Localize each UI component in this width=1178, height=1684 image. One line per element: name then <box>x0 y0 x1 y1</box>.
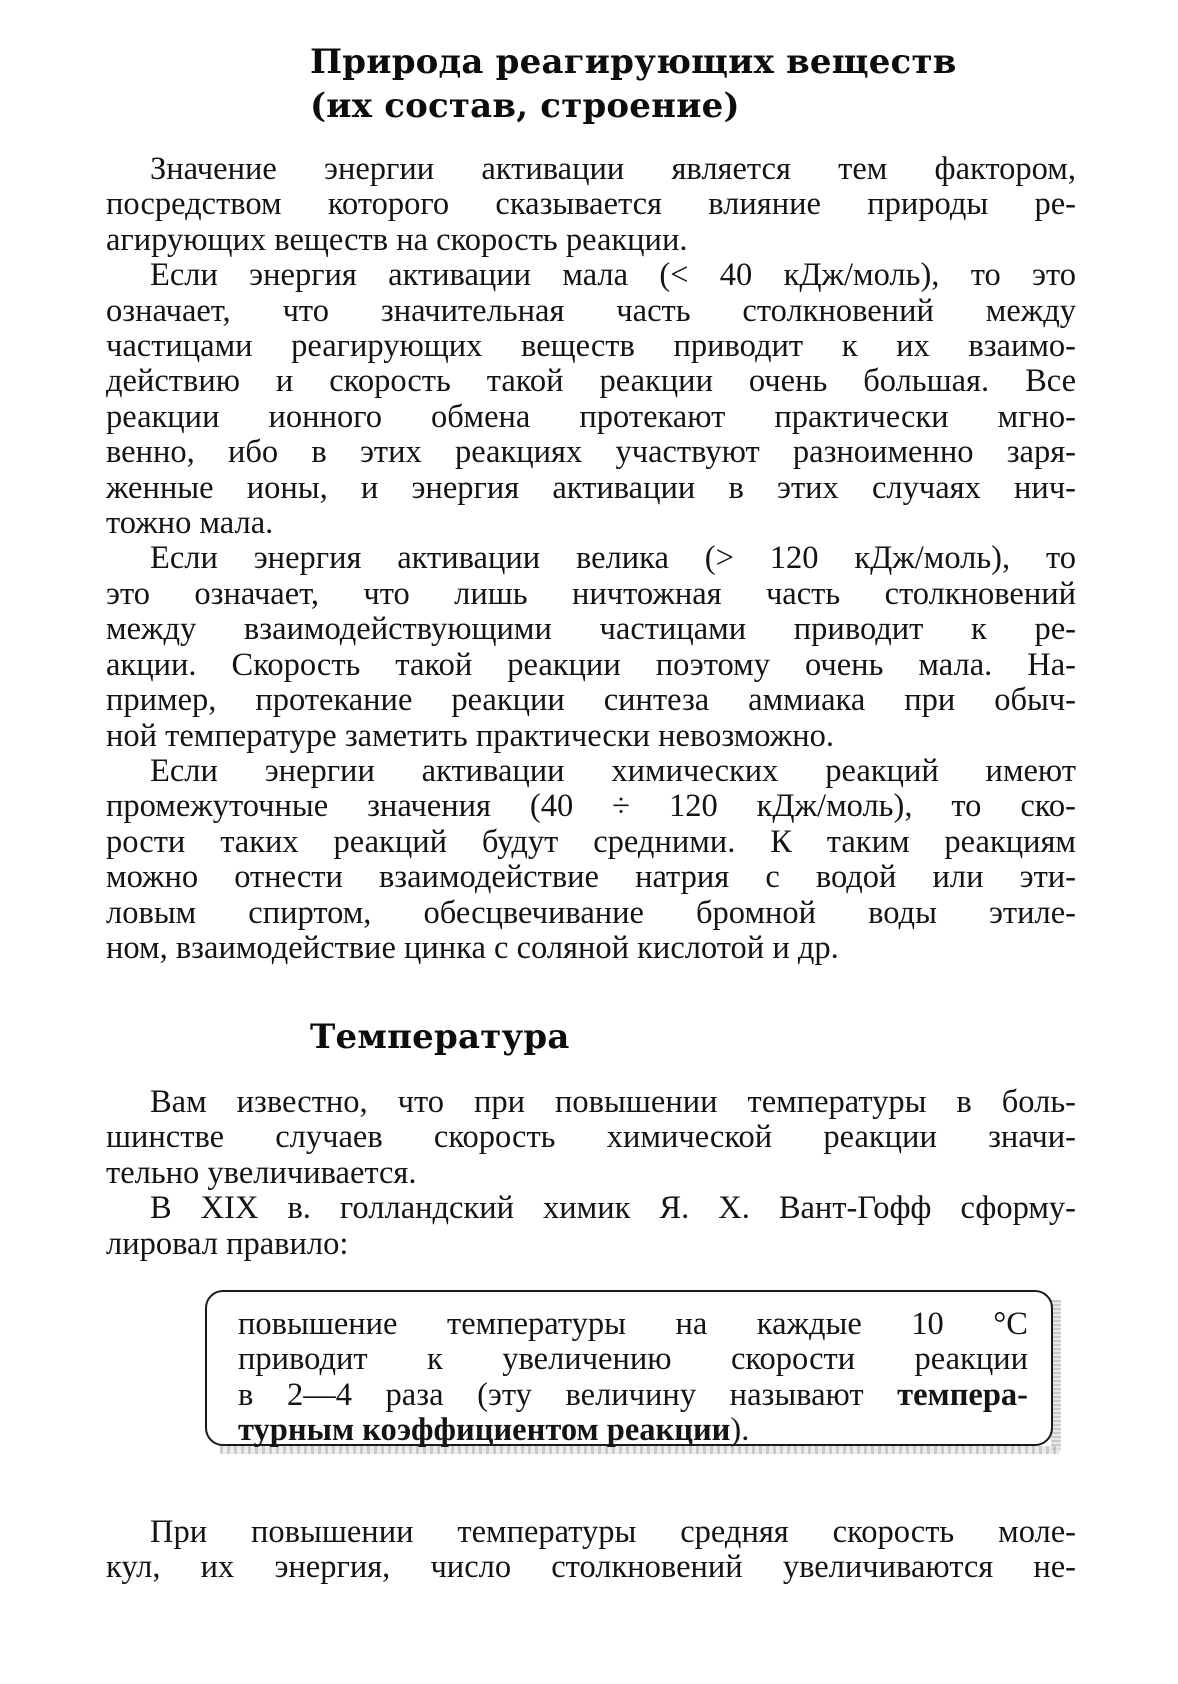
text-line: посредством которого сказывается влияние природы ре- <box>106 186 1076 223</box>
text-line: Значение энергии активации является тем фактором, <box>150 151 1076 187</box>
text-line: шинстве случаев скорость химической реакции значи- <box>106 1119 1076 1156</box>
rule-text-plain: ). <box>730 1412 750 1449</box>
text-line: Если энергии активации химических реакций имеют <box>150 752 1076 789</box>
text-line: ной температуре заметить практически невозможно. <box>106 717 834 754</box>
text-line: ловым спиртом, обесцвечивание бромной воды этиле- <box>106 894 1076 931</box>
text-line: между взаимодействующими частицами приводит к ре- <box>106 611 1076 648</box>
text-line: рости таких реакций будут средними. К таким реакциям <box>106 823 1076 860</box>
text-line: кул, их энергия, число столкновений увеличиваются не- <box>106 1549 1076 1586</box>
paragraph <box>106 1085 1076 1191</box>
rule-line: приводит к увеличению скорости реакции <box>238 1341 1028 1378</box>
text-line: Если энергия активации мала (< 40 кДж/моль), то это <box>150 257 1076 294</box>
paragraph <box>106 152 1076 258</box>
vant-hoff-rule-text <box>238 1307 1028 1449</box>
text-line: При повышении температуры средняя скорость моле- <box>150 1514 1076 1550</box>
text-line: венно, ибо в этих реакциях участвуют разноименно заря- <box>106 434 1076 471</box>
heading-line-1: Природа реагирующих веществ <box>310 42 957 82</box>
text-line: пример, протекание реакции синтеза аммиака при обыч- <box>106 682 1076 719</box>
text-line: ном, взаимодействие цинка с соляной кислотой и др. <box>106 929 839 966</box>
text-line: лировал правило: <box>106 1225 349 1262</box>
closing-paragraph <box>106 1515 1076 1586</box>
heading-line-2: (их состав, строение) <box>310 86 740 126</box>
text-line: действию и скорость такой реакции очень большая. Все <box>106 363 1076 400</box>
paragraph <box>106 541 1076 753</box>
text-line: Вам известно, что при повышении температуры в боль- <box>150 1084 1076 1120</box>
text-line: тельно увеличивается. <box>106 1154 417 1191</box>
rule-term-bold: темпера- <box>897 1376 1028 1413</box>
section-heading-temperature <box>310 1015 570 1059</box>
heading-line: Температура <box>310 1017 570 1057</box>
text-line: женные ионы, и энергия активации в этих случаях нич- <box>106 469 1076 506</box>
text-line: тожно мала. <box>106 505 274 542</box>
rule-text-plain: в 2—4 раза (эту величину называют <box>238 1376 898 1413</box>
text-line: реакции ионного обмена протекают практически мгно- <box>106 398 1076 435</box>
paragraph <box>106 754 1076 966</box>
text-line: это означает, что лишь ничтожная часть столкновений <box>106 575 1076 612</box>
rule-line <box>238 1413 1028 1448</box>
section-body-reactant-nature <box>106 152 1076 966</box>
paragraph <box>106 1191 1076 1262</box>
rule-line <box>238 1378 1028 1413</box>
text-line: акции. Скорость такой реакции поэтому очень мала. На- <box>106 646 1076 683</box>
text-line: промежуточные значения (40 ÷ 120 кДж/моль), то ско- <box>106 788 1076 825</box>
text-line: Если энергия активации велика (> 120 кДж/моль), то <box>150 540 1076 577</box>
text-line: можно отнести взаимодействие натрия с водой или эти- <box>106 859 1076 896</box>
section-body-temperature <box>106 1085 1076 1262</box>
paragraph <box>106 258 1076 541</box>
rule-term-bold: турным коэффициентом реакции <box>238 1412 731 1449</box>
paragraph <box>106 1515 1076 1586</box>
section-heading-reactant-nature <box>310 40 957 128</box>
text-line: означает, что значительная часть столкновений между <box>106 292 1076 329</box>
text-line: В XIX в. голландский химик Я. Х. Вант-Гофф сформу- <box>150 1190 1076 1227</box>
text-line: агирующих веществ на скорость реакции. <box>106 221 688 258</box>
rule-line: повышение температуры на каждые 10 °С <box>238 1306 1028 1342</box>
text-line: частицами реагирующих веществ приводит к их взаимо- <box>106 328 1076 365</box>
